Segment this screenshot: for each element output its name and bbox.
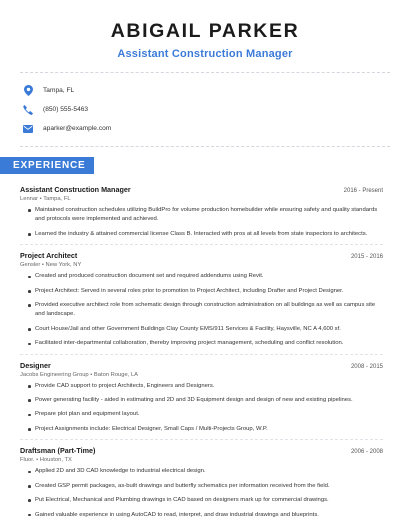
job-bullet: Court House/Jail and other Government Buildings Clay County EMS/911 Services & Facility, Haysville, NC A 4,600 sf. (28, 325, 383, 334)
resume-header (0, 0, 410, 60)
job-entry (20, 185, 383, 245)
job-title: Designer (20, 360, 51, 370)
contact-location (22, 81, 388, 100)
email-text: aparker@example.com (43, 125, 112, 132)
location-pin-icon (22, 85, 34, 97)
experience-list (0, 185, 410, 520)
job-divider (20, 439, 383, 440)
job-bullet: Maintained construction schedules utilizing BuildPro for volume production homebuilder while ensuring safety and quality standards and protocols were implemented and achieved. (28, 206, 383, 225)
job-bullet: Facilitated inter-departmental collaboration, thereby improving project management, scheduling and conflict resolution. (28, 339, 383, 348)
job-entry (20, 361, 383, 441)
job-company: Jacobs Engineering Group • Baton Rouge, LA (20, 371, 139, 378)
job-bullet: Project Assignments include: Electrical Designer, Small Caps / Multi-Projects Group, W.P. (28, 425, 383, 434)
contact-email (22, 119, 388, 138)
job-divider (20, 244, 383, 245)
job-title: Assistant Construction Manager (20, 185, 131, 194)
job-company: Lennar • Tampa, FL (20, 196, 71, 202)
job-dates: 2006 - 2008 (350, 449, 383, 456)
job-divider (20, 354, 383, 355)
job-bullet: Put Electrical, Mechanical and Plumbing drawings in CAD based on designers mark up for commercial drawings. (28, 496, 383, 505)
experience-heading: EXPERIENCE (0, 157, 94, 174)
job-bullet: Prepare plot plan and equipment layout. (28, 410, 383, 419)
job-bullet: Project Architect: Served in several roles prior to promotion to Project Architect, including Drafter and Project Designer. (28, 287, 383, 296)
job-entry (20, 446, 383, 520)
contact-phone (22, 100, 388, 119)
job-dates: 2015 - 2016 (350, 254, 383, 261)
candidate-name: ABIGAIL PARKER (110, 20, 300, 42)
contact-info (0, 73, 410, 138)
job-bullet: Power generating facility - aided in estimating and 2D and 3D Equipment design and design of new and existing pipelines. (28, 396, 383, 405)
job-dates: 2016 - Present (343, 188, 383, 194)
job-entry (20, 251, 383, 354)
job-bullet: Gained valuable experience in using AutoCAD to read, interpret, and draw industrial drawings and blueprints. (28, 511, 383, 520)
job-bullet: Applied 2D and 3D CAD knowledge to industrial electrical design. (28, 467, 383, 476)
job-bullet: Provide CAD support to project Architects, Engineers and Designers. (28, 382, 383, 391)
job-bullet: Created GSP permit packages, as-built drawings and butterfly schematics per information received from the field. (28, 482, 383, 491)
job-title: Draftsman (Part-Time) (20, 446, 96, 456)
phone-text: (850) 555-5463 (43, 106, 89, 113)
phone-icon (22, 104, 34, 116)
job-company: Fluor. • Houston, TX (20, 457, 72, 464)
contact-divider (20, 146, 390, 147)
job-company: Gensler • New York, NY (20, 262, 82, 269)
location-text: Tampa, FL (43, 87, 75, 94)
job-bullet: Created and produced construction document set and required addendums using Revit. (28, 272, 383, 281)
job-bullet: Learned the industry & attained commercial license Class B. Interacted with pros at all levels from state inspectors to architects. (28, 230, 383, 239)
email-icon (22, 123, 34, 135)
job-bullet: Provided executive architect role from schematic design through construction administration on all buildings as well as campus site and landscape. (28, 301, 383, 320)
job-dates: 2008 - 2015 (350, 363, 383, 370)
candidate-title: Assistant Construction Manager (117, 48, 293, 60)
job-title: Project Architect (20, 251, 78, 261)
